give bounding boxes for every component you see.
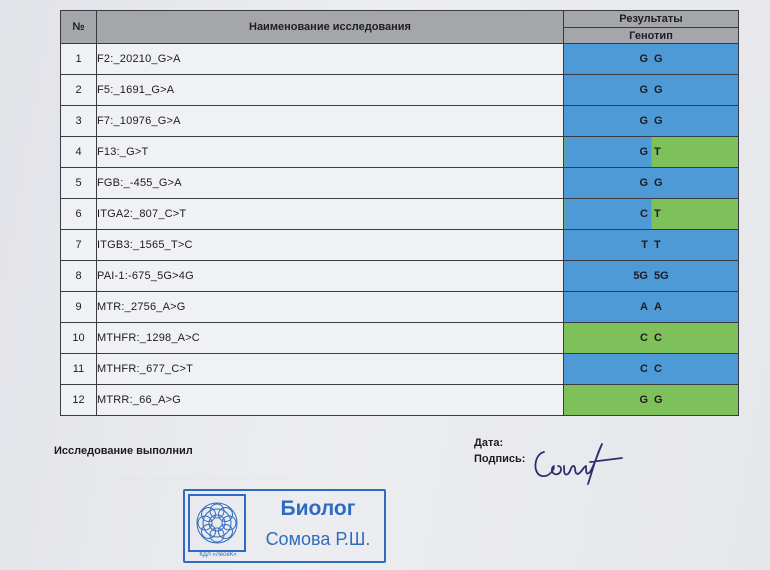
test-name: PAI-1:-675_5G>4G bbox=[97, 261, 564, 292]
bleed-through-text: ······································· bbox=[120, 470, 289, 485]
allele-1: C bbox=[640, 332, 648, 344]
allele-1: G bbox=[639, 53, 648, 65]
allele-1: C bbox=[640, 208, 648, 220]
allele-1: G bbox=[639, 177, 648, 189]
test-name: MTR:_2756_A>G bbox=[97, 292, 564, 323]
table-row bbox=[61, 261, 739, 292]
table-row bbox=[61, 230, 739, 261]
genotype-cell bbox=[564, 292, 739, 323]
row-number: 4 bbox=[61, 137, 97, 168]
row-number: 1 bbox=[61, 44, 97, 75]
allele-2: T bbox=[654, 146, 661, 158]
genotype-cell bbox=[564, 106, 739, 137]
allele-2: T bbox=[654, 208, 661, 220]
table-row bbox=[61, 292, 739, 323]
table-row bbox=[61, 323, 739, 354]
allele-2: G bbox=[654, 394, 663, 406]
row-number: 7 bbox=[61, 230, 97, 261]
stamp-person-name: Сомова Р.Ш. bbox=[265, 529, 371, 549]
genotype-cell bbox=[564, 44, 739, 75]
genotype-cell bbox=[564, 230, 739, 261]
signature-label: Подпись: bbox=[474, 453, 526, 465]
genotype-cell bbox=[564, 354, 739, 385]
test-name: F13:_G>T bbox=[97, 137, 564, 168]
allele-2: C bbox=[654, 332, 662, 344]
column-header-number: № bbox=[61, 11, 97, 44]
row-number: 3 bbox=[61, 106, 97, 137]
genotype-cell bbox=[564, 75, 739, 106]
stamp-title: Биолог bbox=[280, 497, 356, 520]
lab-logo-icon bbox=[188, 494, 246, 552]
table-row bbox=[61, 106, 739, 137]
table-row bbox=[61, 137, 739, 168]
column-header-results: Результаты bbox=[564, 11, 739, 28]
row-number: 9 bbox=[61, 292, 97, 323]
allele-1: G bbox=[639, 84, 648, 96]
table-row bbox=[61, 385, 739, 416]
row-number: 11 bbox=[61, 354, 97, 385]
results-table-body bbox=[61, 44, 739, 416]
date-label: Дата: bbox=[474, 437, 504, 449]
allele-1: G bbox=[639, 394, 648, 406]
test-name: ITGA2:_807_C>T bbox=[97, 199, 564, 230]
row-number: 8 bbox=[61, 261, 97, 292]
genotype-cell bbox=[564, 137, 739, 168]
test-name: FGB:_-455_G>A bbox=[97, 168, 564, 199]
allele-1: G bbox=[639, 146, 648, 158]
lab-stamp bbox=[183, 489, 386, 563]
column-header-test-name: Наименование исследования bbox=[97, 11, 564, 44]
table-row bbox=[61, 354, 739, 385]
genotype-cell bbox=[564, 199, 739, 230]
test-name: F7:_10976_G>A bbox=[97, 106, 564, 137]
allele-2: G bbox=[654, 53, 663, 65]
genotype-cell bbox=[564, 261, 739, 292]
allele-1: A bbox=[640, 301, 648, 313]
genotype-cell bbox=[564, 168, 739, 199]
test-name: MTHFR:_1298_A>C bbox=[97, 323, 564, 354]
table-row bbox=[61, 75, 739, 106]
test-name: MTHFR:_677_C>T bbox=[97, 354, 564, 385]
table-row bbox=[61, 168, 739, 199]
test-name: F2:_20210_G>A bbox=[97, 44, 564, 75]
test-name: MTRR:_66_A>G bbox=[97, 385, 564, 416]
genotype-cell bbox=[564, 323, 739, 354]
table-row bbox=[61, 199, 739, 230]
row-number: 5 bbox=[61, 168, 97, 199]
handwritten-signature bbox=[530, 438, 630, 486]
row-number: 12 bbox=[61, 385, 97, 416]
genotype-cell bbox=[564, 385, 739, 416]
row-number: 2 bbox=[61, 75, 97, 106]
allele-1: G bbox=[639, 115, 648, 127]
test-name: F5:_1691_G>A bbox=[97, 75, 564, 106]
allele-1: C bbox=[640, 363, 648, 375]
allele-2: 5G bbox=[654, 270, 669, 282]
table-row bbox=[61, 44, 739, 75]
allele-2: G bbox=[654, 177, 663, 189]
allele-1: 5G bbox=[633, 270, 648, 282]
allele-2: C bbox=[654, 363, 662, 375]
performed-by-label: Исследование выполнил bbox=[54, 445, 193, 457]
allele-2: T bbox=[654, 239, 661, 251]
row-number: 10 bbox=[61, 323, 97, 354]
stamp-lab-name: КДЛ «ЛеоеК» bbox=[199, 552, 237, 558]
test-name: ITGB3:_1565_T>C bbox=[97, 230, 564, 261]
allele-2: G bbox=[654, 115, 663, 127]
results-table bbox=[60, 10, 739, 416]
allele-2: G bbox=[654, 84, 663, 96]
allele-2: A bbox=[654, 301, 662, 313]
allele-1: T bbox=[641, 239, 648, 251]
column-header-genotype: Генотип bbox=[564, 28, 739, 44]
row-number: 6 bbox=[61, 199, 97, 230]
